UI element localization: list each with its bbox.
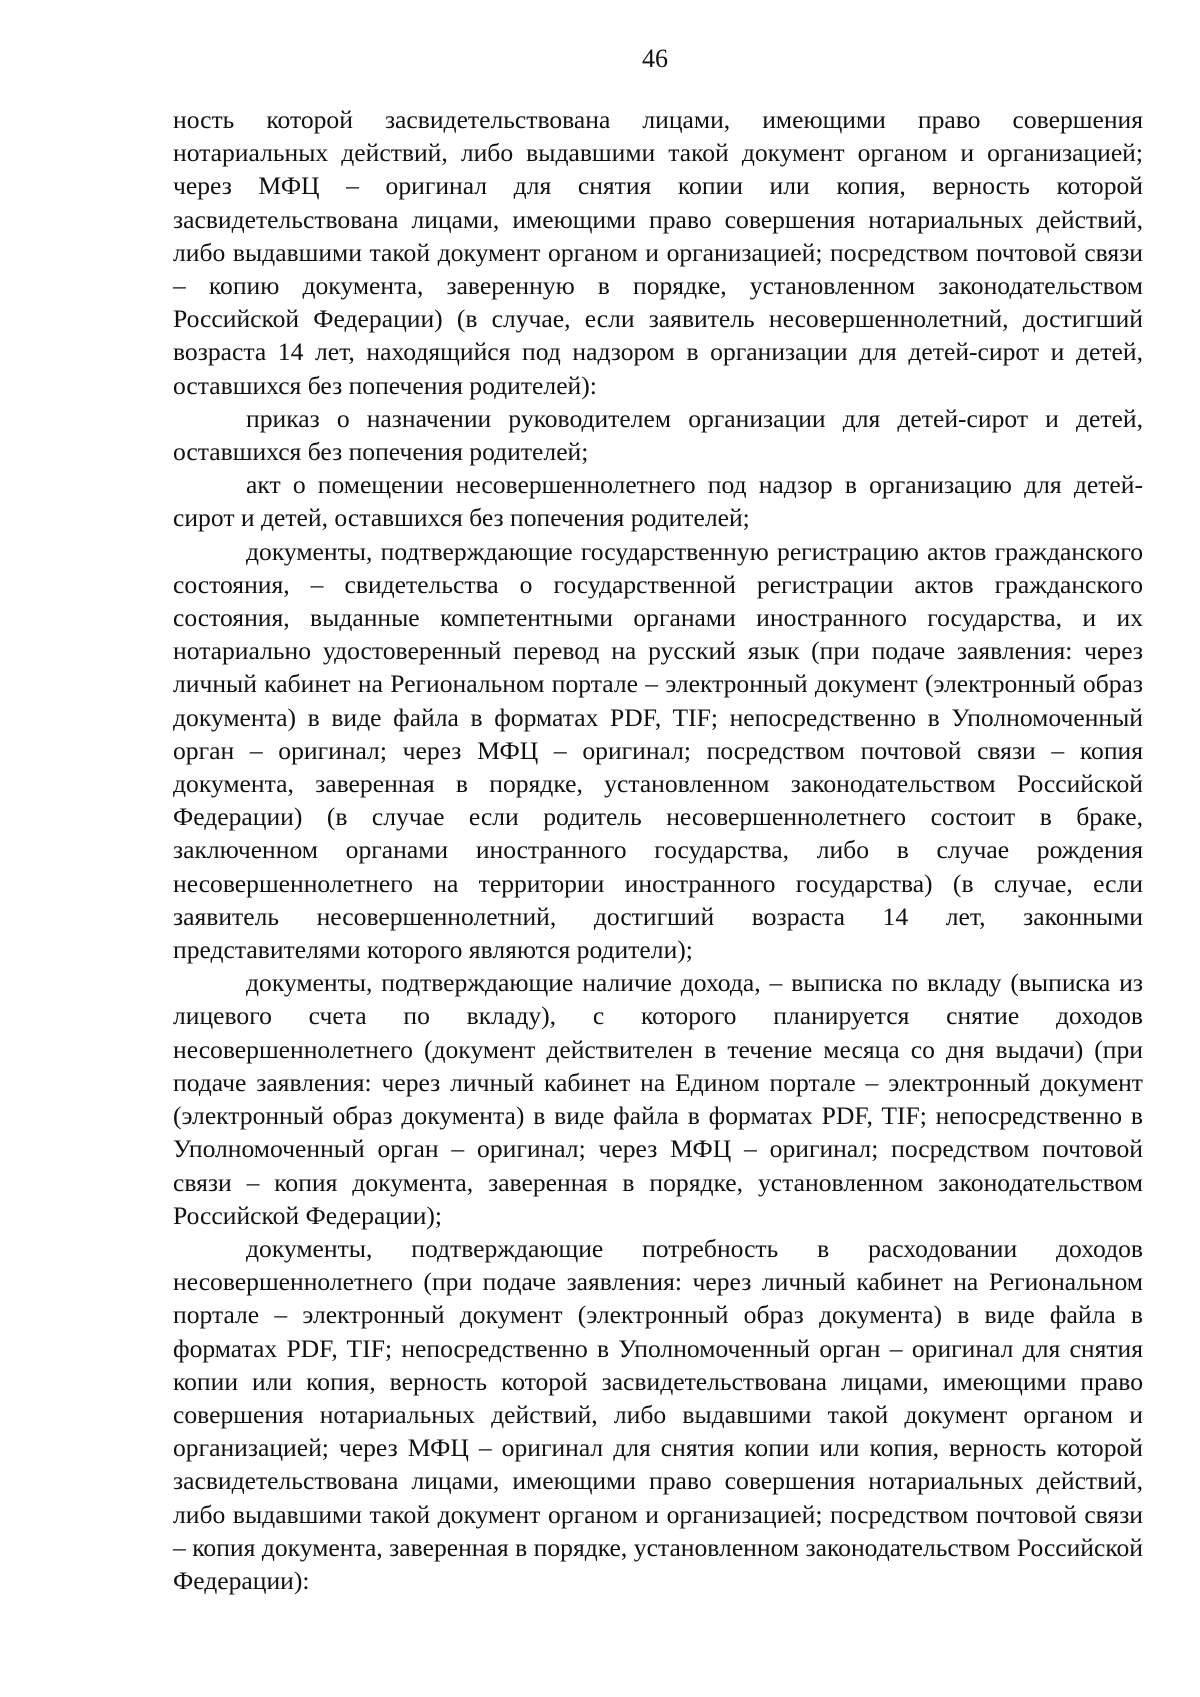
paragraph-civil-registration-documents: документы, подтверждающие государственную регистрацию актов гражданского состояния, – свидетельства о государственной регистрации актов гражданского состояния, выданные компетентными органами иностранного государства, и их нотариально удостоверенный перевод на русский язык (при подаче заявления: через личный кабинет на Региональном портале – электронный документ (электронный образ документа) в виде файла в форматах PDF, TIF; непосредственно в Уполномоченный орган – оригинал; через МФЦ – оригинал; посредством почтовой связи – копия документа, заверенная в порядке, установленном законодательством Российской Федерации) (в случае если родитель несовершеннолетнего состоит в браке, заключенном органами иностранного государства, либо в случае рождения несовершеннолетнего на территории иностранного государства) (в случае, если заявитель несовершеннолетний, достигший возраста 14 лет, законными представителями которого являются родители);	[173, 536, 1143, 965]
paragraph-placement-act: акт о помещении несовершеннолетнего под надзор в организацию для детей-сирот и детей, оставшихся без попечения родителей;	[173, 470, 1143, 533]
paragraph-expenditure-need-documents: документы, подтверждающие потребность в расходовании доходов несовершеннолетнего (при подаче заявления: через личный кабинет на Региональном портале – электронный документ (электронный образ документа) в виде файла в форматах PDF, TIF; непосредственно в Уполномоченный орган – оригинал для снятия копии или копия, верность которой засвидетельствована лицами, имеющими право совершения нотариальных действий, либо выдавшими такой документ органом и организацией; через МФЦ – оригинал для снятия копии или копия, верность которой засвидетельствована лицами, имеющими право совершения нотариальных действий, либо выдавшими такой документ органом и организацией; посредством почтовой связи – копия документа, заверенная в порядке, установленном законодательством Российской Федерации):	[173, 1233, 1143, 1595]
paragraph-income-documents: документы, подтверждающие наличие дохода, – выписка по вкладу (выписка из лицевого счета по вкладу), с которого планируется снятие доходов несовершеннолетнего (документ действителен в течение месяца со дня выдачи) (при подаче заявления: через личный кабинет на Едином портале – электронный документ (электронный образ документа) в виде файла в форматах PDF, TIF; непосредственно в Уполномоченный орган – оригинал; через МФЦ – оригинал; посредством почтовой связи – копия документа, заверенная в порядке, установленном законодательством Российской Федерации);	[173, 968, 1143, 1230]
paragraph-continuation: ность которой засвидетельствована лицами, имеющими право совершения нотариальных действий, либо выдавшими такой документ органом и организацией; через МФЦ – оригинал для снятия копии или копия, верность которой засвидетельствована лицами, имеющими право совершения нотариальных действий, либо выдавшими такой документ органом и организацией; посредством почтовой связи – копию документа, заверенную в порядке, установленном законодательством Российской Федерации) (в случае, если заявитель несовершеннолетний, достигший возраста 14 лет, находящийся под надзором в организации для детей-сирот и детей, оставшихся без попечения родителей):	[173, 105, 1143, 400]
paragraph-order-appointment: приказ о назначении руководителем организации для детей-сирот и детей, оставшихся без попечения родителей;	[173, 403, 1143, 467]
document-body	[173, 103, 1143, 1597]
page-number: 46	[642, 44, 668, 73]
